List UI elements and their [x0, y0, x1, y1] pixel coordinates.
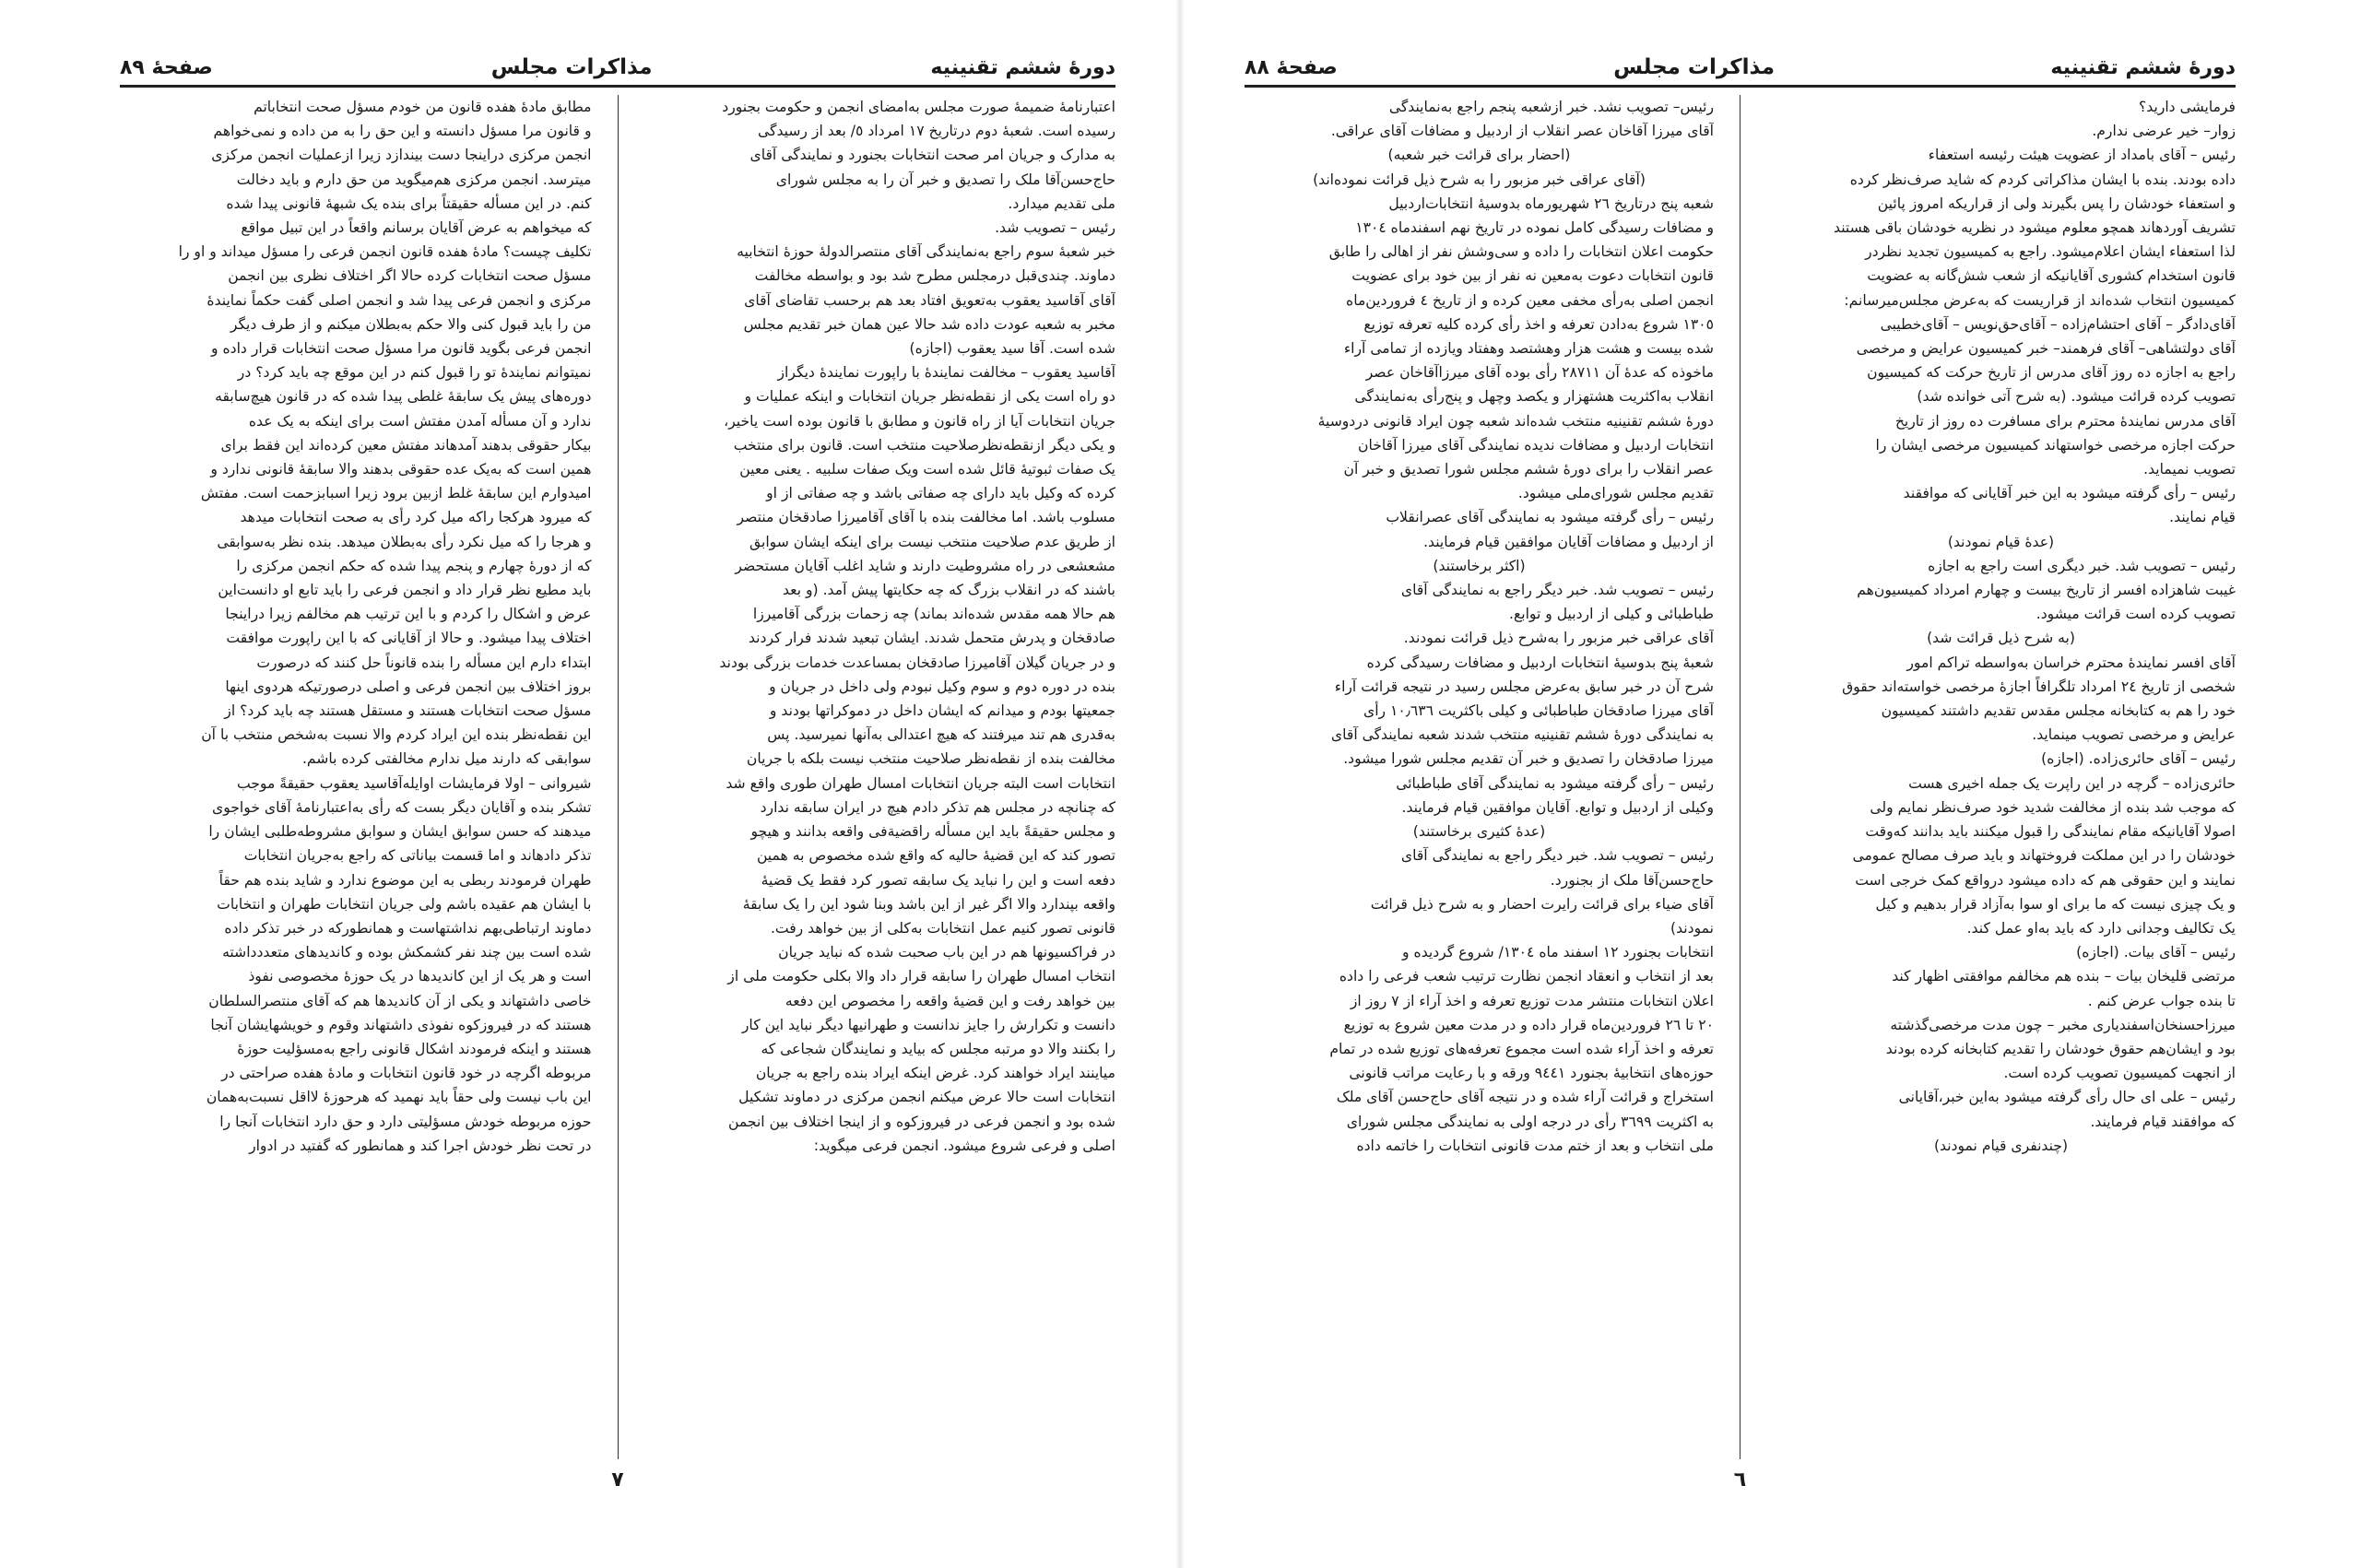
text-line: خبر شعبهٔ سوم راجع به‌نمایندگی آقای منتصرالدولهٔ حوزهٔ انتخابیه [737, 243, 1115, 261]
text-line: مخبر به شعبه عودت داده شد حالا عین همان خبر تقدیم مجلس [743, 315, 1115, 333]
text-line: رئیس – تصویب شد. خبر دیگر راجع به نمایندگی آقای [1400, 582, 1714, 599]
text-line: لذا استعفاء ایشان اعلام‌میشود. راجع به کمیسیون تجدید نظردر [1865, 243, 2236, 261]
text-line: هستند و اینکه فرمودند اشکال قانونی راجع به‌مسؤلیت حوزهٔ [237, 1040, 592, 1057]
text-line: و هرجا را که میل نکرد رأی به‌بطلان میدهد. بنده نظر به‌سوابقی [217, 533, 592, 550]
text-line: به‌قدری هم تند میرفتند که هیچ اعتدالی به‌آنها نمیرسید. پس [767, 726, 1115, 744]
header-volume: دورهٔ ششم تقنینیه [930, 56, 1115, 79]
text-line: رئیس – تصویب شد. [995, 219, 1115, 237]
text-line: انجمن مرکزی دراینجا دست بیندازد زیرا ازعملیات انجمن مرکزی [211, 147, 592, 164]
text-line: (احضار برای قرائت خبر شعبه) [1387, 147, 1571, 164]
text-line: (عدهٔ قیام نمودند) [1947, 533, 2055, 550]
text-line: دماوند ارتباطی‌بهم نداشتهاست و همانطورکه در خبر تذکر داده [224, 919, 592, 937]
text-line: اختلاف پیدا میشود. و حالا از آقایانی که با این راپورت موافقت [226, 630, 592, 647]
text-line: صادقخان و پدرش متحمل شدند. ایشان تبعید شدند فرار کردند [748, 630, 1115, 647]
text-line: که میخواهم به عرض آقایان برسانم واقعاً در این تبیل مواقع [241, 219, 592, 237]
text-line: تصویب کرده است قرائت میشود. [2036, 606, 2236, 623]
text-line: کنم. در این مسأله حقیقتاً برای بنده یک شبههٔ قانونی پیدا شده [226, 195, 592, 212]
text-line: ماخوذه که عدهٔ آن ۲۸۷۱۱ رأی بوده آقای میرزاآقاخان عصر [1365, 364, 1714, 382]
text-line: بیکار حقوقی بدهند آمدهاند مفتش معین کرده‌اند این فقط برای [220, 436, 592, 454]
text-line: بروز اختلاف بین انجمن فرعی و اصلی درصورتیکه هردوی اینها [225, 678, 592, 695]
text-line: رئیس – آقای حائری‌زاده. (اجازه) [2041, 750, 2236, 768]
text-line: میدهند که حسن سوابق ایشان و سوابق مشروطه‌طلبی ایشان را [208, 823, 592, 841]
text-line: دو راه است یکی از نقطه‌نظر جریان انتخابات و اینکه عملیات و [744, 388, 1115, 406]
text-line: ندارد و آن مسأله آمدن مفتش است برای اینکه به یک عده [248, 412, 592, 430]
text-line: شرح آن در خبر سابق به‌عرض مجلس رسید در نتیجه قرائت آراء [1334, 678, 1714, 695]
column-divider [618, 95, 619, 1459]
header-title: مذاکرات مجلس [1613, 55, 1776, 79]
text-line: هم حالا همه مقدس شده‌اند بماند) چه زحمات بزرگی آقامیرزا [752, 606, 1115, 623]
text-line: و استعفاء خودشان را پس بگیرند ولی از قراریکه امروز پائین [1877, 195, 2236, 212]
text-line: شده است. آقا سید یعقوب (اجازه) [909, 340, 1115, 358]
text-line: مسلوب باشد. اما مخالفت بنده با آقای آقامیرزا صادقخان منتصر [737, 509, 1115, 526]
text-line: انتخابات اردبیل و مضافات ندیده نمایندگی آقای میرزا آقاخان [1358, 436, 1714, 454]
text-line: تکلیف چیست؟ مادهٔ هفده قانون انجمن فرعی را مسؤل میداند و او را [178, 243, 592, 261]
text-line: خاصی داشتهاند و یکی از آن کاندیدها هم که آقای منتصرالسلطان [208, 992, 592, 1009]
text-line: مسؤل صحت انتخابات کرده حالا اگر اختلاف نظری بین انجمن [228, 267, 592, 285]
text-line: انتخاب امسال طهران را سابقه قرار داد والا بکلی حکومت ملی از [727, 968, 1115, 985]
column-left [1245, 95, 1714, 1459]
text-line: حوزه مربوطه خودش مسؤلیتی دارد و حق دارد انتخابات آنجا را [219, 1113, 592, 1130]
text-line: را بکنند والا دو مرتبه مجلس که بیاید و نمایندگان شجاعی که [761, 1040, 1115, 1057]
text-line: یک تکالیف وجدانی دارد که باید به‌او عمل کند. [1966, 919, 2236, 937]
text-line: شعبه پنج درتاریخ ۲٦ شهریورماه بدوسیهٔ انتخابات‌اردبیل [1388, 195, 1714, 212]
text-line: رئیس – رأی گرفته میشود به نمایندگی آقای عصرانقلاب [1386, 509, 1714, 526]
text-line: (به شرح ذیل قرائت شد) [1927, 630, 2075, 647]
text-line: میاینند ایراد خواهند کرد. غرض اینکه ایراد بنده راجع به جریان [755, 1065, 1115, 1082]
text-line: اصلی و فرعی شروع میشود. انجمن فرعی میگوید: [813, 1137, 1115, 1154]
text-line: این نقطه‌نظر بنده این ایراد کردم والا نسبت به‌شخص منتخب با آن [201, 726, 592, 744]
text-line: میرزا صادقخان را تصدیق و خبر آن تقدیم مجلس شورا میشود. [1343, 750, 1714, 768]
text-line: سوابقی که دارند میل ندارم مخالفتی کرده باشم. [301, 750, 592, 768]
text-line: انتخابات است حالا عرض میکنم انجمن مرکزی در دماوند تشکیل [738, 1089, 1115, 1106]
text-line: ابتداء دارم این مسأله را بنده قانوناً حل کنند که درصورت [256, 654, 592, 671]
text-line: حائری‌زاده – گرچه در این راپرت یک جمله اخیری هست [1908, 774, 2236, 792]
text-line: داده بودند. بنده با ایشان مذاکراتی کردم که شاید صرف‌نظر کرده [1849, 171, 2236, 188]
text-line: تا بنده جواب عرض کنم . [2087, 992, 2236, 1009]
text-line: شعبهٔ پنج بدوسیهٔ انتخابات اردبیل و مضافات رسیدگی کرده [1366, 654, 1714, 671]
text-line: راجع به اجازه ده روز آقای مدرس از تاریخ حرکت که کمیسیون [1867, 364, 2236, 382]
text-line: رئیس – آقای بیات. (اجازه) [2076, 944, 2236, 961]
text-line: دفعه است و این را نباید یک سابقه تصور کرد فقط یک قضیهٔ [761, 871, 1115, 889]
text-line: قیام نمایند. [2169, 509, 2236, 526]
text-line: شده بیست و هشت هزار وهشتصد وهفتاد ویازده از تمامی آراء [1343, 340, 1714, 358]
text-line: رئیس – علی ای حال رأی گرفته میشود به‌این خبر،آقایانی [1898, 1089, 2236, 1106]
text-line: حکومت اعلان انتخابات را داده و سی‌وشش نفر از اهالی را طابق [1328, 243, 1714, 261]
text-line: دانست و تکرارش را جایز ندانست و طهرانیها دیگر نباید این کار [741, 1016, 1115, 1033]
text-line: کمیسیون انتخاب شده‌اند از قراریست که به‌عرض مجلس‌میرسانم: [1844, 291, 2236, 309]
text-line: تصویب نمیماید. [2143, 461, 2236, 478]
text-line: اعتبارنامهٔ ضمیمهٔ صورت مجلس به‌امضای انجمن و حکومت بجنورد [722, 99, 1115, 115]
text-columns [120, 95, 1115, 1459]
text-line: نمودند) [1670, 919, 1714, 937]
text-line: خود را هم به کتابخانه مجلس مقدس تقدیم داشتند کمیسیون [1881, 702, 2236, 720]
text-line: نمایند و این حقوقی هم که داده میشود درواقع کمک خرجی است [1855, 871, 2236, 889]
text-line: زوار– خیر عرضی ندارم. [2092, 123, 2236, 140]
text-line: رسیده است. شعبهٔ دوم درتاریخ ۱۷ امرداد ٥/ بعد از رسیدگی [758, 123, 1115, 140]
page-header [1245, 55, 2236, 88]
text-line: مسؤل صحت انتخابات هستند و مستقل هستند چه باید کرد؟ از [224, 702, 592, 720]
text-line: (آقای عراقی خبر مزبور را به شرح ذیل قرائت نموده‌اند) [1313, 171, 1646, 188]
text-line: (عدهٔ کثیری برخاستند) [1412, 823, 1546, 841]
text-line: مخالفت بنده از نقطه‌نظر صلاحیت منتخب نیست بلکه با جریان [746, 750, 1115, 768]
text-line: آقای مدرس نمایندهٔ محترم برای مسافرت ده روز از تاریخ [1894, 412, 2236, 430]
text-line: آقای ضیاء برای قرائت رایرت احضار و به شرح ذیل قرائت [1370, 895, 1714, 913]
text-line: تشریف آوردهاند همچو معلوم میشود در نظریه خودشان باقی هستند [1834, 219, 2236, 237]
text-line: طهران فرمودند ربطی به این موضوع ندارد و شاید بنده هم حقاً [218, 871, 592, 889]
text-line: آقای میرزا صادقخان طباطبائی و کیلی با‌کثریت ۱۰٫٦۳٦ رأی [1363, 702, 1714, 720]
text-line: که چنانچه در مجلس هم تذکر دادم هیچ در ایران سابقه ندارد [760, 798, 1115, 816]
text-line: آقای میرزا آقاخان عصر انقلاب از اردبیل و مضافات آقای عراقی. [1330, 123, 1714, 140]
text-line: که میرود هرکجا راکه میل کرد رأی به صحت انتخابات میدهد [240, 509, 592, 526]
text-line: بنده در دوره دوم و سوم وکیل نبودم ولی داخل در جریان و [769, 678, 1115, 695]
text-line: عرایض و مرخصی تصویب مینماید. [2032, 726, 2236, 744]
text-line: تصور کند که این قضیهٔ حالیه که واقع شده مخصوص به همین [756, 847, 1115, 865]
text-line: و یک چیزی نیست که ما برای او سوا به‌آزاد قرار بدهیم و کیل [1875, 895, 2236, 913]
text-line: شیروانی – اولا فرمایشات اوایله‌آقاسید یعقوب حقیقةً موجب [236, 774, 592, 792]
text-line: آقای آقاسید یعقوب به‌تعویق افتاد بعد هم برحسب تقاضای آقای [744, 291, 1115, 309]
text-line: تعرفه و اخذ آراء شده است مجموع تعرفه‌های توزیع شده در تمام [1329, 1040, 1714, 1057]
text-line: تقدیم مجلس شورای‌ملی میشود. [1517, 485, 1714, 502]
text-line: تصویب کرده قرائت میشود. (به شرح آتی خوانده شد) [1917, 388, 2236, 406]
text-line: و مضافات رسیدگی کامل نموده در تاریخ نهم اسفندماه ۱۳۰٤ [1355, 219, 1714, 237]
text-line: مشعشعی در راه مشروطیت دارند و شاید اغلب آقایان مستحضر [735, 557, 1115, 574]
text-line: انقلاب به‌اکثریت هشتهزار و یکصد وچهل و پنج‌رأی به‌نمایندگی [1354, 388, 1714, 406]
column-right [1766, 95, 2236, 1459]
text-line: از طریق عدم صلاحیت منتخب نیست برای اینکه ایشان سوابق [749, 533, 1115, 550]
text-line: بین خواهد رفت و این قضیهٔ واقعه را مخصوص این دفعه [785, 992, 1115, 1009]
text-line: آقای‌دادگر – آقای احتشام‌زاده – آقای‌حق‌نویس – آقای‌خطیبی [1880, 315, 2236, 333]
text-line: بود و ایشان‌هم حقوق خودشان را تقدیم کتابخانه کرده بودند [1885, 1040, 2236, 1057]
text-line: کرده که وکیل باید دارای چه صفاتی باشد و چه صفاتی از او [766, 485, 1115, 502]
text-line: حوزه‌های انتخابیهٔ بجنورد ۹٤٤۱ ورقه و با رعایت مراتب قانونی [1349, 1065, 1714, 1082]
text-line: حاج‌حسن‌آقا ملک از بجنورد. [1550, 871, 1714, 889]
text-line: ۲۰ تا ۲٦ فروردین‌ماه قرار داده و در مدت معین شروع به توزیع [1343, 1016, 1714, 1033]
text-line: و در جریان گیلان آقامیرزا صادقخان بمساعدت خدمات بزرگی بودند [719, 654, 1115, 671]
text-line: رئیس – تصویب شد. خبر دیگر راجع به نمایندگی آقای [1400, 847, 1714, 865]
text-line: میترسد. انجمن مرکزی هم‌میگوید من حق دارم و باید دخالت [236, 171, 592, 188]
text-line: و مجلس حقیقةً باید این مسأله راقضیةفی واقعه بدانند و هیچو [750, 823, 1115, 841]
text-line: ملی انتخاب و بعد از ختم مدت قانونی انتخابات را خاتمه داده [1356, 1137, 1714, 1154]
text-line: رئیس – رأی گرفته میشود به این خبر آقایانی که موافقند [1903, 485, 2236, 502]
text-line: رئیس – آقای بامداد از عضویت هیئت رئیسه استعفاء [1928, 147, 2236, 164]
text-line: دماوند. چندی‌قبل درمجلس مطرح شد بود و بواسطه مخالفت [754, 267, 1115, 285]
text-columns [1245, 95, 2236, 1459]
right-page [1180, 0, 2360, 1568]
text-line: من را باید قبول کنی والا حکم به‌بطلان میکنم و از طرف دیگر [230, 315, 592, 333]
text-line: شده بود و انجمن فرعی در فیروزکوه و از اینجا اختلاف بین انجمن [728, 1113, 1115, 1130]
text-line: میرزاحسنخان‌اسفندیاری مخبر – چون مدت مرخصی‌گذشته [1890, 1016, 2236, 1033]
text-line: انتخابات است البته جریان انتخابات امسال طهران طوری واقع شد [726, 774, 1115, 792]
text-line: انتخابات بجنورد ۱۲ اسفند ماه ۱۳۰٤/ شروع گردیده و [1402, 944, 1714, 961]
text-line: همین است که به‌یک عده حقوقی بدهند والا سابقهٔ قانونی ندارد و [210, 461, 592, 478]
text-line: جریان انتخابات آیا از راه قانون و مطابق با قانون بوده است یاخیر، [724, 412, 1115, 430]
text-line: بعد از انتخاب و انعقاد انجمن نظارت ترتیب شعب فرعی را داده [1339, 968, 1714, 985]
text-line: است و هر یک از این کاندیدها در یک حوزهٔ مخصوصی نفوذ [248, 968, 592, 985]
text-line: (اکثر برخاستند) [1433, 557, 1526, 574]
text-line: جمعیتها بودم و میدانم که ایشان داخل در دموکراتها بودند و [769, 702, 1115, 720]
text-line: هستند که در فیروزکوه نفوذی داشتهاند وقوم و خویشهایشان آنجا [210, 1016, 592, 1033]
column-right [644, 95, 1116, 1459]
header-title: مذاکرات مجلس [490, 55, 653, 79]
text-line: فرمایشی دارید؟ [2139, 99, 2236, 115]
text-line: حرکت اجازه مرخصی خواستهاند کمیسیون مرخصی ایشان را [1875, 436, 2236, 454]
text-line: مرکزی و انجمن فرعی پیدا شد و انجمن اصلی گفت حکماً نمایندهٔ [206, 291, 592, 309]
text-line: از اردبیل و مضافات آقایان موافقین قیام فرمایند. [1423, 533, 1714, 550]
text-line: و قانون مرا مسؤل دانسته و این حق را به من داده و نمی‌خواهم [213, 123, 592, 140]
text-line: که موافقند قیام فرمایند. [2090, 1113, 2236, 1130]
text-line: رئیس – رأی گرفته میشود به نمایندگی آقای طباطبائی [1396, 774, 1714, 792]
text-line: آقای عراقی خبر مزبور را به‌شرح ذیل قرائت نمودند. [1403, 630, 1714, 647]
page-footer-number: ٦ [1733, 1468, 1747, 1491]
text-line: آقای افسر نمایندهٔ محترم خراسان به‌واسطه تراکم امور [1906, 654, 2236, 671]
text-line: غیبت شاهزاده افسر از تاریخ بیست و چهارم امرداد کمیسیون‌هم [1857, 582, 2236, 599]
column-left [120, 95, 592, 1459]
text-line: قانون استخدام کشوری آقایانیکه از شعب شش‌گانه به عضویت [1867, 267, 2236, 285]
text-line: ملی تقدیم میدارد. [1008, 195, 1115, 212]
text-line: انجمن اصلی به‌رأی مخفی معین کرده و از تاریخ ٤ فروردین‌ماه [1346, 291, 1714, 309]
text-line: رئیس– تصویب نشد. خبر ازشعبه پنجم راجع به‌نمایندگی [1388, 99, 1714, 115]
text-line: باشند که در انقلاب بزرگ که چه حکایتها پیش آمد. (و بعد [783, 582, 1115, 599]
text-line: عرض و اشکال را کردم و با این ترتیب هم مخالفم زیرا دراینجا [225, 606, 592, 623]
text-line: طباطبائی و کیلی از اردبیل و توابع. [1508, 606, 1714, 623]
text-line: امیدوارم این سابقهٔ غلط ازبین برود زیرا اسبابزحمت است. مفتش [200, 485, 592, 502]
text-line: مربوطه اگرچه در خود قانون انتخابات و مادهٔ هفده صراحتی در [221, 1065, 592, 1082]
text-line: قانون انتخابات دعوت به‌معین نه نفر از بین خود برای عضویت [1351, 267, 1714, 285]
text-line: دورهٔ ششم تقنینیه منتخب شده‌اند شعبه چون ایراد قانونی دردوسیهٔ [1317, 412, 1714, 430]
text-line: رئیس – تصویب شد. خبر دیگری است راجع به اجازه [1928, 557, 2236, 574]
text-line: استخراج و قرائت آراء شده و در نتیجه آقای حاج‌حسن آقای ملک [1336, 1089, 1714, 1106]
text-line: یک صفات ثبوتیهٔ قائل شده است ویک صفات سلبیه . یعنی معین [739, 461, 1115, 478]
text-line: خودشان را در این مملکت فروختهاند و باید صرف مصالح عمومی [1852, 847, 2236, 865]
header-page-number: صفحهٔ ۸۸ [1245, 56, 1338, 79]
text-line: شده است بین چند نفر کشمکش بوده و کاندیدهای متعدد‌داشته [222, 944, 592, 961]
text-line: این باب نیست ولی حقاً باید نهمید که هرحوزهٔ لااقل نسبت‌به‌همان [206, 1089, 592, 1106]
page-header [120, 55, 1115, 88]
text-line: به اکثریت ۳٦۹۹ رأی در درجه اولی به نمایندگی مجلس شورای [1346, 1113, 1714, 1130]
text-line: (چندنفری قیام نمودند) [1933, 1137, 2069, 1154]
text-line: و یکی دیگر ازنقطه‌نظرصلاحیت منتخب است. قانون برای منتخب [733, 436, 1115, 454]
page-footer-number: ۷ [611, 1468, 624, 1491]
text-line: مرتضی قلیخان بیات – بنده هم مخالفم موافقتی اظهار کند [1892, 968, 2236, 985]
header-page-number: صفحهٔ ۸۹ [120, 56, 213, 79]
text-line: اعلان انتخابات منتشر مدت توزیع تعرفه و اخذ آراء از ۷ روز از [1350, 992, 1714, 1009]
text-line: از انجهت کمیسیون تصویب کرده است. [2003, 1065, 2236, 1082]
text-line: واقعه بپندارد والا اگر غیر از این باشد وبنا شود این را یک سابقهٔ [742, 895, 1115, 913]
header-volume: دورهٔ ششم تقنینیه [2050, 56, 2236, 79]
text-line: دوره‌های پیش یک سابقهٔ غلطی پیدا شده که در قانون هیچ‌سابقه [215, 388, 592, 406]
text-line: مطابق مادهٔ هفده قانون من خودم مسؤل صحت انتخاباتم [254, 99, 592, 115]
text-line: قانونی تصور کنیم عمل انتخابات به‌کلی از بین خواهد رفت. [770, 919, 1115, 937]
text-line: تذکر دادهاند و اما قسمت بیاناتی که راجع به‌جریان انتخابات [243, 847, 592, 865]
text-line: تشکر بنده و آقایان دیگر بست که رأی به‌اعتبارنامهٔ آقای خواجوی [212, 798, 592, 816]
text-line: که موجب شد بنده از مخالفت شدید خود صرف‌نظر نمایم ولی [1870, 798, 2236, 816]
text-line: نمیتوانم نمایندهٔ تو را قبول کنم در این موقع چه باید کرد؟ در [237, 364, 592, 382]
text-line: با ایشان هم عقیده باشم ولی جریان انتخابات طهران و انتخابات [217, 895, 592, 913]
text-line: که از دورهٔ چهارم و پنجم پیدا شده که حکم انجمن مرکزی را [236, 557, 592, 574]
text-line: به نمایندگی دورهٔ ششم تقنینیه منتخب شدند شعبه نمایندگی آقای [1330, 726, 1714, 744]
text-line: انجمن فرعی بگوید قانون مرا مسؤل صحت انتخابات قرار داده و [210, 340, 592, 358]
text-line: شخصی از تاریخ ۲٤ امرداد تلگرافاً اجازهٔ مرخصی خواسته‌اند حقوق [1842, 678, 2236, 695]
text-line: حاج‌حسن‌آقا ملک را تصدیق و خبر آن را به مجلس شورای [775, 171, 1115, 188]
text-line: وکیلی از اردبیل و توابع. آقایان موافقین قیام فرمایند. [1401, 798, 1714, 816]
text-line: آقاسید یعقوب – مخالفت نمایندهٔ با راپورت نمایندهٔ دیگراز [777, 364, 1115, 382]
text-line: عصر انقلاب را برای دورهٔ ششم مجلس شورا تصدیق و خبر آن [1343, 461, 1714, 478]
text-line: در فراکسیونها هم در این باب صحبت شده که نباید جریان [778, 944, 1115, 961]
text-line: در تحت نظر خودش اجرا کند و همانطور که گفتید در ادوار [249, 1137, 592, 1154]
text-line: آقای دولتشاهی– آقای فرهمند– خبر کمیسیون عرایض و مرخصی [1856, 340, 2236, 358]
text-line: باید مطیع نظر قرار داد و انجمن فرعی را باید تابع او دانست‌این [218, 582, 592, 599]
text-line: ۱۳۰٥ شروع به‌دادن تعرفه و اخذ رأی کرده کلیه تعرفه توزیع [1363, 315, 1714, 333]
text-line: به مدارک و جریان امر صحت انتخابات بجنورد و نمایندگی آقای [749, 147, 1115, 164]
text-line: اصولا آقایانیکه مقام نمایندگی را قبول میکنند باید بدانند که‌وقت [1865, 823, 2236, 841]
